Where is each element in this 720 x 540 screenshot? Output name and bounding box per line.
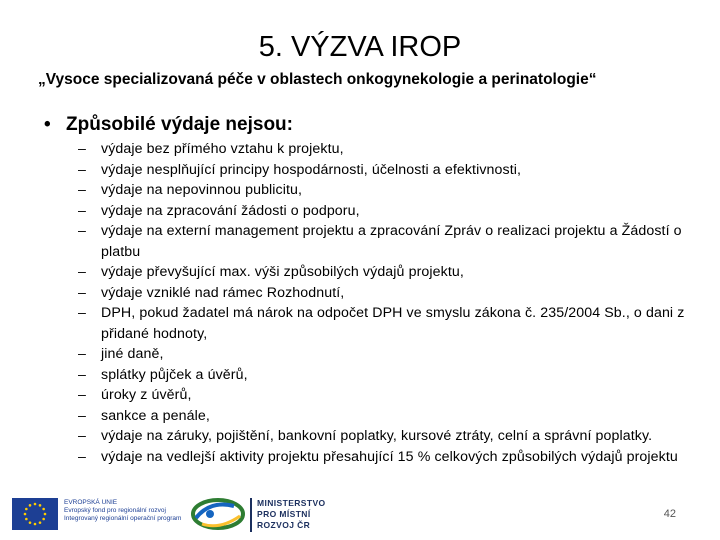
- page-number: 42: [663, 508, 676, 520]
- list-item: [78, 385, 698, 406]
- list-item: [78, 344, 698, 365]
- dash-marker: –: [78, 366, 86, 383]
- slide-footer: [0, 490, 720, 540]
- list-item-text: výdaje bez přímého vztahu k projektu,: [101, 141, 344, 157]
- list-item-text: výdaje na externí management projektu a zpracování Zpráv o realizaci projektu a Žádostí o platbu: [101, 223, 682, 260]
- list-item: [78, 447, 698, 468]
- list-item: [78, 180, 698, 201]
- dash-marker: –: [78, 305, 86, 321]
- dash-marker: –: [78, 223, 86, 239]
- dash-marker: –: [78, 407, 86, 424]
- ministry-text-line: ROZVOJ ČR: [257, 520, 311, 530]
- eu-flag-icon: [12, 498, 58, 530]
- list-item: [78, 160, 698, 181]
- list-item-text: sankce a penále,: [101, 407, 210, 424]
- list-item: [78, 201, 698, 222]
- dash-marker: –: [78, 448, 86, 465]
- eu-star-icon: [44, 513, 47, 516]
- eu-text-line: EVROPSKÁ UNIE: [64, 499, 118, 506]
- eu-star-icon: [25, 508, 28, 511]
- dash-marker: –: [78, 161, 86, 178]
- eu-text-line: Integrovaný regionální operační program: [64, 515, 182, 522]
- irop-logo-icon: [190, 496, 246, 532]
- list-item-text: výdaje na zpracování žádosti o podporu,: [101, 202, 360, 219]
- dash-marker: –: [78, 264, 86, 280]
- ineligible-expenses-list: [78, 139, 698, 467]
- eu-star-icon: [29, 521, 32, 524]
- dash-marker: –: [78, 428, 86, 444]
- eu-star-icon: [34, 523, 37, 526]
- list-item-text: jiné daně,: [101, 346, 164, 362]
- list-item-text: výdaje nesplňující principy hospodárnosti, účelnosti a efektivnosti,: [101, 161, 522, 178]
- list-item-text: splátky půjček a úvěrů,: [101, 366, 248, 383]
- bullet-heading: [44, 114, 293, 136]
- list-item-text: výdaje vzniklé nad rámec Rozhodnutí,: [101, 284, 345, 301]
- list-item: [78, 221, 698, 262]
- list-item: [78, 426, 698, 447]
- eu-star-icon: [42, 518, 45, 521]
- bullet-symbol: •: [44, 114, 51, 135]
- dash-marker: –: [78, 141, 86, 157]
- dash-marker: –: [78, 202, 86, 219]
- slide-subtitle: „Vysoce specializovaná péče v oblastech onkogynekologie a perinatologie“: [38, 71, 597, 88]
- list-item: [78, 283, 698, 304]
- list-item-text: úroky z úvěrů,: [101, 387, 192, 403]
- list-item-text: výdaje na záruky, pojištění, bankovní poplatky, kursové ztráty, celní a správní poplatky.: [101, 428, 653, 444]
- eu-star-icon: [34, 503, 37, 506]
- list-item: [78, 365, 698, 386]
- ministry-logo-bar: [250, 498, 252, 532]
- bullet-heading-text: Způsobilé výdaje nejsou:: [66, 114, 293, 135]
- list-item: [78, 262, 698, 283]
- list-item-text: výdaje na nepovinnou publicitu,: [101, 182, 303, 198]
- eu-star-icon: [42, 508, 45, 511]
- eu-star-icon: [39, 504, 42, 507]
- ineligible-expenses-list-wrapper: [78, 139, 698, 485]
- ministry-logo-text: [257, 498, 326, 531]
- ministry-text-line: MINISTERSTVO: [257, 498, 326, 508]
- slide-title: 5. VÝZVA IROP: [258, 31, 462, 63]
- dash-marker: –: [78, 346, 86, 362]
- list-item-text: výdaje převyšující max. výši způsobilých výdajů projektu,: [101, 264, 464, 280]
- eu-star-icon: [29, 504, 32, 507]
- list-item-text: DPH, pokud žadatel má nárok na odpočet DPH ve smyslu zákona č. 235/2004 Sb., o dani z přidané hodnoty,: [101, 305, 685, 342]
- list-item: [78, 139, 698, 160]
- list-item: [78, 303, 698, 344]
- dash-marker: –: [78, 182, 86, 198]
- list-item-text: výdaje na vedlejší aktivity projektu přesahující 15 % celkových způsobilých výdajů projektu: [101, 448, 678, 465]
- dash-marker: –: [78, 387, 86, 403]
- eu-text-line: Evropský fond pro regionální rozvoj: [64, 507, 166, 514]
- eu-star-icon: [25, 518, 28, 521]
- dash-marker: –: [78, 284, 86, 301]
- eu-star-icon: [24, 513, 27, 516]
- eu-logo-text: [64, 499, 182, 523]
- list-item: [78, 406, 698, 427]
- eu-star-icon: [39, 521, 42, 524]
- ministry-text-line: PRO MÍSTNÍ: [257, 509, 311, 519]
